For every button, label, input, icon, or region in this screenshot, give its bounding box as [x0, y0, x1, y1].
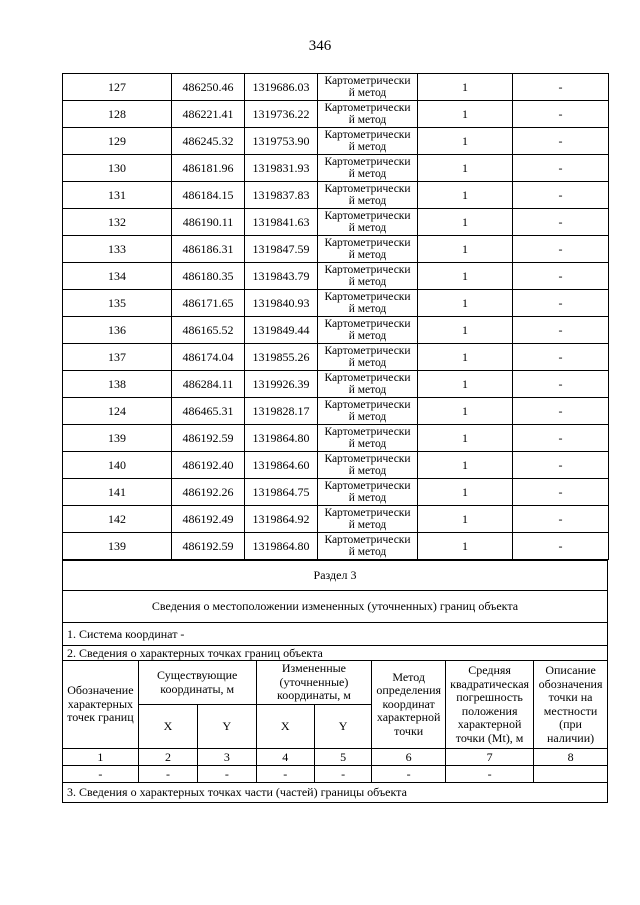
count-cell: 1 — [418, 182, 513, 209]
note-cell: - — [513, 182, 609, 209]
header-error: Средняя квадратическая погрешность положения характерной точки (Mt), м — [446, 661, 534, 749]
column-number-cell: 4 — [256, 749, 314, 766]
dash-cell — [534, 766, 608, 783]
column-number-cell: 2 — [138, 749, 197, 766]
column-number-cell: 6 — [372, 749, 446, 766]
count-cell: 1 — [418, 452, 513, 479]
x-coord-cell: 486171.65 — [172, 290, 245, 317]
method-cell: Картометрически й метод — [318, 533, 418, 560]
method-cell: Картометрически й метод — [318, 182, 418, 209]
note-cell: - — [513, 371, 609, 398]
point-number-cell: 130 — [63, 155, 172, 182]
count-cell: 1 — [418, 371, 513, 398]
table-row — [63, 371, 609, 398]
header-description: Описание обозначения точки на местности (при наличии) — [534, 661, 608, 749]
dash-cell: - — [372, 766, 446, 783]
note-cell: - — [513, 128, 609, 155]
table-row — [63, 236, 609, 263]
x-coord-cell: 486192.49 — [172, 506, 245, 533]
x-coord-cell: 486180.35 — [172, 263, 245, 290]
point-number-cell: 142 — [63, 506, 172, 533]
dash-cell: - — [256, 766, 314, 783]
method-cell: Картометрически й метод — [318, 506, 418, 533]
point-number-cell: 127 — [63, 74, 172, 101]
note-cell: - — [513, 317, 609, 344]
point-number-cell: 139 — [63, 425, 172, 452]
table-row — [63, 101, 609, 128]
count-cell: 1 — [418, 155, 513, 182]
dash-cell: - — [63, 766, 139, 783]
method-cell: Картометрически й метод — [318, 101, 418, 128]
table-row — [63, 425, 609, 452]
header-y-changed: Y — [314, 705, 371, 749]
column-number-cell: 1 — [63, 749, 139, 766]
note-cell: - — [513, 506, 609, 533]
method-cell: Картометрически й метод — [318, 479, 418, 506]
point-number-cell: 139 — [63, 533, 172, 560]
count-cell: 1 — [418, 101, 513, 128]
x-coord-cell: 486192.40 — [172, 452, 245, 479]
x-coord-cell: 486245.32 — [172, 128, 245, 155]
table-row — [63, 182, 609, 209]
method-cell: Картометрически й метод — [318, 452, 418, 479]
dash-cell: - — [198, 766, 256, 783]
section3-table — [62, 560, 608, 803]
y-coord-cell: 1319828.17 — [245, 398, 318, 425]
count-cell: 1 — [418, 74, 513, 101]
dash-cell: - — [446, 766, 534, 783]
point-number-cell: 134 — [63, 263, 172, 290]
method-cell: Картометрически й метод — [318, 290, 418, 317]
y-coord-cell: 1319837.83 — [245, 182, 318, 209]
y-coord-cell: 1319926.39 — [245, 371, 318, 398]
method-cell: Картометрически й метод — [318, 371, 418, 398]
table-row — [63, 317, 609, 344]
x-coord-cell: 486165.52 — [172, 317, 245, 344]
y-coord-cell: 1319843.79 — [245, 263, 318, 290]
point-number-cell: 133 — [63, 236, 172, 263]
table-row — [63, 128, 609, 155]
count-cell: 1 — [418, 533, 513, 560]
method-cell: Картометрически й метод — [318, 209, 418, 236]
point-number-cell: 138 — [63, 371, 172, 398]
header-method: Метод определения координат характерной точки — [372, 661, 446, 749]
y-coord-cell: 1319864.75 — [245, 479, 318, 506]
y-coord-cell: 1319736.22 — [245, 101, 318, 128]
count-cell: 1 — [418, 317, 513, 344]
table-row — [63, 209, 609, 236]
header-x-existing: X — [138, 705, 197, 749]
column-number-cell: 8 — [534, 749, 608, 766]
column-number-cell: 5 — [314, 749, 371, 766]
point-number-cell: 136 — [63, 317, 172, 344]
count-cell: 1 — [418, 344, 513, 371]
note-cell: - — [513, 155, 609, 182]
count-cell: 1 — [418, 128, 513, 155]
x-coord-cell: 486465.31 — [172, 398, 245, 425]
table-row — [63, 398, 609, 425]
count-cell: 1 — [418, 479, 513, 506]
x-coord-cell: 486250.46 — [172, 74, 245, 101]
y-coord-cell: 1319847.59 — [245, 236, 318, 263]
table-row — [63, 290, 609, 317]
char-points-row: 2. Сведения о характерных точках границ объекта — [63, 646, 608, 661]
point-number-cell: 131 — [63, 182, 172, 209]
table-row — [63, 344, 609, 371]
x-coord-cell: 486186.31 — [172, 236, 245, 263]
point-number-cell: 124 — [63, 398, 172, 425]
part-points-row: 3. Сведения о характерных точках части (частей) границы объекта — [63, 783, 608, 803]
note-cell: - — [513, 398, 609, 425]
x-coord-cell: 486184.15 — [172, 182, 245, 209]
count-cell: 1 — [418, 236, 513, 263]
note-cell: - — [513, 479, 609, 506]
y-coord-cell: 1319855.26 — [245, 344, 318, 371]
dash-cell: - — [138, 766, 197, 783]
table-row — [63, 452, 609, 479]
section-subtitle: Сведения о местоположении измененных (уточненных) границ объекта — [63, 591, 608, 623]
count-cell: 1 — [418, 209, 513, 236]
x-coord-cell: 486174.04 — [172, 344, 245, 371]
count-cell: 1 — [418, 263, 513, 290]
x-coord-cell: 486181.96 — [172, 155, 245, 182]
method-cell: Картометрически й метод — [318, 398, 418, 425]
y-coord-cell: 1319831.93 — [245, 155, 318, 182]
note-cell: - — [513, 236, 609, 263]
y-coord-cell: 1319849.44 — [245, 317, 318, 344]
point-number-cell: 137 — [63, 344, 172, 371]
note-cell: - — [513, 344, 609, 371]
note-cell: - — [513, 452, 609, 479]
table-row — [63, 263, 609, 290]
section-title: Раздел 3 — [63, 561, 608, 591]
x-coord-cell: 486190.11 — [172, 209, 245, 236]
note-cell: - — [513, 263, 609, 290]
count-cell: 1 — [418, 398, 513, 425]
header-y-existing: Y — [198, 705, 256, 749]
y-coord-cell: 1319864.80 — [245, 425, 318, 452]
note-cell: - — [513, 74, 609, 101]
y-coord-cell: 1319841.63 — [245, 209, 318, 236]
y-coord-cell: 1319686.03 — [245, 74, 318, 101]
x-coord-cell: 486192.59 — [172, 425, 245, 452]
method-cell: Картометрически й метод — [318, 74, 418, 101]
y-coord-cell: 1319864.60 — [245, 452, 318, 479]
point-number-cell: 135 — [63, 290, 172, 317]
points-table — [62, 73, 609, 560]
header-existing: Существующие координаты, м — [138, 661, 256, 705]
note-cell: - — [513, 209, 609, 236]
header-changed: Измененные (уточненные) координаты, м — [256, 661, 372, 705]
count-cell: 1 — [418, 290, 513, 317]
point-number-cell: 140 — [63, 452, 172, 479]
header-x-changed: X — [256, 705, 314, 749]
point-number-cell: 129 — [63, 128, 172, 155]
y-coord-cell: 1319753.90 — [245, 128, 318, 155]
dash-row — [63, 766, 608, 783]
table-row — [63, 533, 609, 560]
method-cell: Картометрически й метод — [318, 155, 418, 182]
point-number-cell: 141 — [63, 479, 172, 506]
table-row — [63, 74, 609, 101]
table-row — [63, 479, 609, 506]
method-cell: Картометрически й метод — [318, 263, 418, 290]
column-numbers-row — [63, 749, 608, 766]
x-coord-cell: 486192.26 — [172, 479, 245, 506]
dash-cell: - — [314, 766, 371, 783]
column-number-cell: 3 — [198, 749, 256, 766]
table-row — [63, 155, 609, 182]
note-cell: - — [513, 101, 609, 128]
y-coord-cell: 1319864.80 — [245, 533, 318, 560]
header-designation: Обозначение характерных точек границ — [63, 661, 139, 749]
count-cell: 1 — [418, 425, 513, 452]
method-cell: Картометрически й метод — [318, 317, 418, 344]
y-coord-cell: 1319864.92 — [245, 506, 318, 533]
method-cell: Картометрически й метод — [318, 344, 418, 371]
note-cell: - — [513, 290, 609, 317]
point-number-cell: 132 — [63, 209, 172, 236]
page-number: 346 — [308, 38, 332, 54]
count-cell: 1 — [418, 506, 513, 533]
x-coord-cell: 486284.11 — [172, 371, 245, 398]
note-cell: - — [513, 425, 609, 452]
table-row — [63, 506, 609, 533]
y-coord-cell: 1319840.93 — [245, 290, 318, 317]
method-cell: Картометрически й метод — [318, 236, 418, 263]
note-cell: - — [513, 533, 609, 560]
x-coord-cell: 486192.59 — [172, 533, 245, 560]
method-cell: Картометрически й метод — [318, 128, 418, 155]
point-number-cell: 128 — [63, 101, 172, 128]
method-cell: Картометрически й метод — [318, 425, 418, 452]
x-coord-cell: 486221.41 — [172, 101, 245, 128]
column-number-cell: 7 — [446, 749, 534, 766]
coord-system-row: 1. Система координат - — [63, 623, 608, 646]
